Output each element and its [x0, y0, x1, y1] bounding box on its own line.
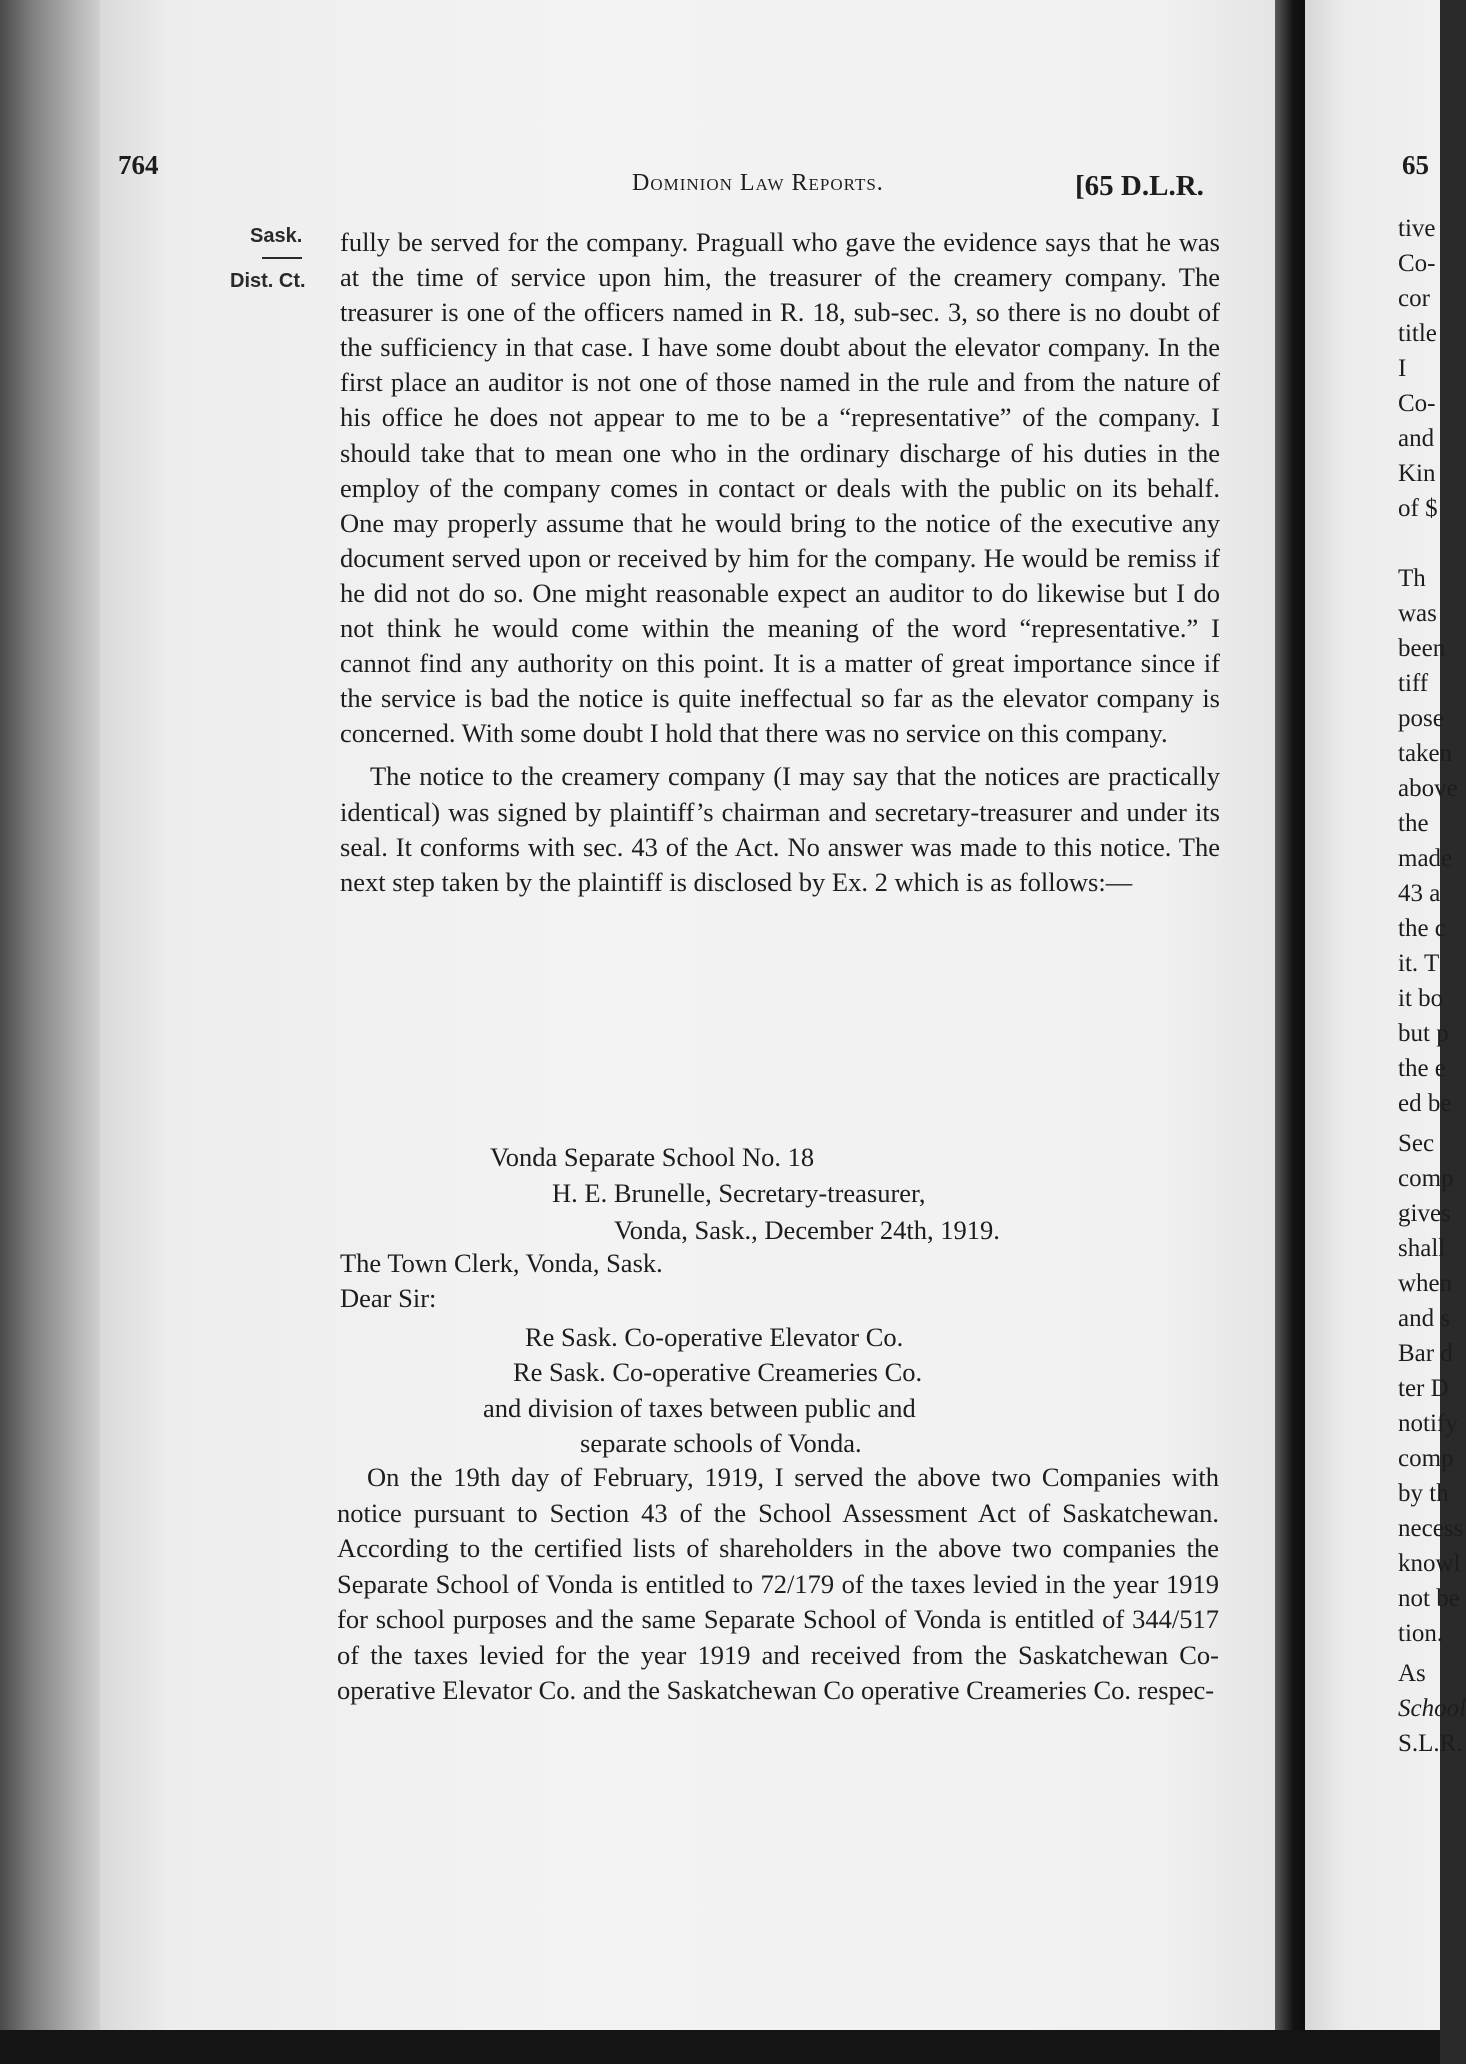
letter-body: On the 19th day of February, 1919, I served the above two Companies with notice pursuant to Section 43 of the School Assessment Act of Saskatchewan. According to the certified lists of shareholders in the above two companies the Separate School of Vonda is entitled to 72/179 of the taxes levied in the year 1919 for school purposes and the same Separate School of Vonda is entitled of 344/517 of the taxes levied for the year 1919 and received from the Saskatchewan Co-operative Elevator Co. and the Saskatchewan Co operative Creameries Co. respec-	[337, 1462, 1219, 1705]
right-page-fragment: tive	[1398, 215, 1436, 242]
right-page-fragment: Kin	[1398, 460, 1436, 487]
right-page-fragment: it. T	[1398, 950, 1440, 977]
right-page-fragment: and	[1398, 425, 1435, 452]
right-page-fragment: made	[1398, 845, 1453, 872]
right-page-fragment: above	[1398, 775, 1458, 802]
right-page-fragment: comp	[1398, 1445, 1454, 1472]
right-page-fragment: the c	[1398, 915, 1446, 942]
right-page-fragment: and s	[1398, 1305, 1451, 1332]
right-page-fragment: the e	[1398, 1055, 1446, 1082]
right-page-fragment: it bo	[1398, 985, 1444, 1012]
paragraph: The notice to the creamery company (I may say that the notices are practically identical) was signed by plaintiff’s chairman and secretary-treasurer and under its seal. It conforms with sec. 43 of the Act. No answer was made to this notice. The next step taken by the plaintiff is disclosed by Ex. 2 which is as follows:—	[340, 761, 1220, 897]
right-page-fragment: when	[1398, 1270, 1453, 1297]
right-page-fragment: of $	[1398, 495, 1438, 522]
right-page-fragment: Co-	[1398, 390, 1436, 417]
right-page-fragment: Sec	[1398, 1130, 1435, 1157]
letter-header-line: Vonda Separate School No. 18	[490, 1142, 815, 1172]
margin-note-province: Sask.	[250, 225, 303, 247]
book-spine	[1275, 0, 1305, 2064]
right-page-fragment: Co-	[1398, 250, 1436, 277]
letter-re-line: separate schools of Vonda.	[580, 1428, 862, 1458]
paragraph: fully be served for the company. Praguall who gave the evidence says that he was at the time of service upon him, the treasurer of the creamery company. The treasurer is one of the officers named in R. 18, sub-sec. 3, so there is no doubt of the sufficiency in that case. I have some doubt about the elevator company. In the first place an auditor is not one of those named in the rule and from the nature of his office he does not appear to me to be a “representative” of the company. I should take that to mean one who in the ordinary discharge of his duties in the employ of the company comes in contact or deals with the public on its behalf. One may properly assume that he would bring to the notice of the executive any document served upon or received by him for the company. He would be remiss if he did not do so. One might reasonable expect an auditor to do likewise but I do not think he would come within the meaning of the word “representative.” I cannot find any authority on this point. It is a matter of great importance since if the service is bad the notice is quite ineffectual so far as the elevator company is concerned. With some doubt I hold that there was no service on this company.	[340, 227, 1220, 749]
right-page-fragment: As	[1398, 1660, 1426, 1687]
right-page-fragment: been	[1398, 635, 1446, 662]
right-page-fragment: necess	[1398, 1515, 1464, 1542]
right-page-fragment: Bar d	[1398, 1340, 1453, 1367]
right-page-fragment: knowl	[1398, 1550, 1461, 1577]
letter-re-line: and division of taxes between public and	[483, 1393, 916, 1423]
right-page-fragment: tiff	[1398, 670, 1429, 697]
right-page-fragment: ed be	[1398, 1090, 1452, 1117]
margin-note-court: Dist. Ct.	[230, 270, 306, 292]
right-page-fragment: ter D	[1398, 1375, 1449, 1402]
letter-addressee: The Town Clerk, Vonda, Sask.	[340, 1248, 663, 1278]
right-page-number: 65	[1402, 150, 1429, 180]
margin-note-rule	[262, 257, 302, 259]
letter-re-line: Re Sask. Co-operative Creameries Co.	[513, 1357, 923, 1387]
book-gutter	[0, 0, 100, 2064]
right-page-fragment: by th	[1398, 1480, 1449, 1507]
letter-re-line: Re Sask. Co-operative Elevator Co.	[525, 1322, 904, 1352]
right-page-fragment: S.L.R.	[1398, 1730, 1463, 1757]
right-page-fragment: not be	[1398, 1585, 1460, 1612]
right-page-fragment: but p	[1398, 1020, 1449, 1047]
right-page-fragment: School	[1398, 1695, 1466, 1722]
right-page-fragment: gives	[1398, 1200, 1451, 1227]
page-number: 764	[118, 150, 159, 180]
right-page-fragment: comp	[1398, 1165, 1454, 1192]
right-page-fragment: notify	[1398, 1410, 1458, 1437]
running-title: Dominion Law Reports.	[632, 170, 884, 196]
right-page-fragment: cor	[1398, 285, 1430, 312]
letter-header-line: H. E. Brunelle, Secretary-treasurer,	[552, 1178, 926, 1208]
right-page-fragment: was	[1398, 600, 1437, 627]
right-page-fragment: title	[1398, 320, 1437, 347]
right-page-fragment: pose	[1398, 705, 1444, 732]
volume-reference: [65 D.L.R.	[1075, 170, 1204, 202]
scan-bottom-edge	[0, 2030, 1440, 2064]
right-page-fragment: 43 a	[1398, 880, 1441, 907]
main-text	[340, 225, 1220, 900]
right-page-fragment: the	[1398, 810, 1429, 837]
right-page-fragment: Th	[1398, 565, 1426, 592]
letter-date-line: Vonda, Sask., December 24th, 1919.	[614, 1215, 1000, 1245]
letter-salutation: Dear Sir:	[340, 1283, 437, 1313]
right-page-fragment: shall	[1398, 1235, 1446, 1262]
right-page-fragment: taken	[1398, 740, 1453, 767]
right-page-fragment: tion.	[1398, 1620, 1444, 1647]
right-page-fragment: I	[1398, 355, 1407, 382]
